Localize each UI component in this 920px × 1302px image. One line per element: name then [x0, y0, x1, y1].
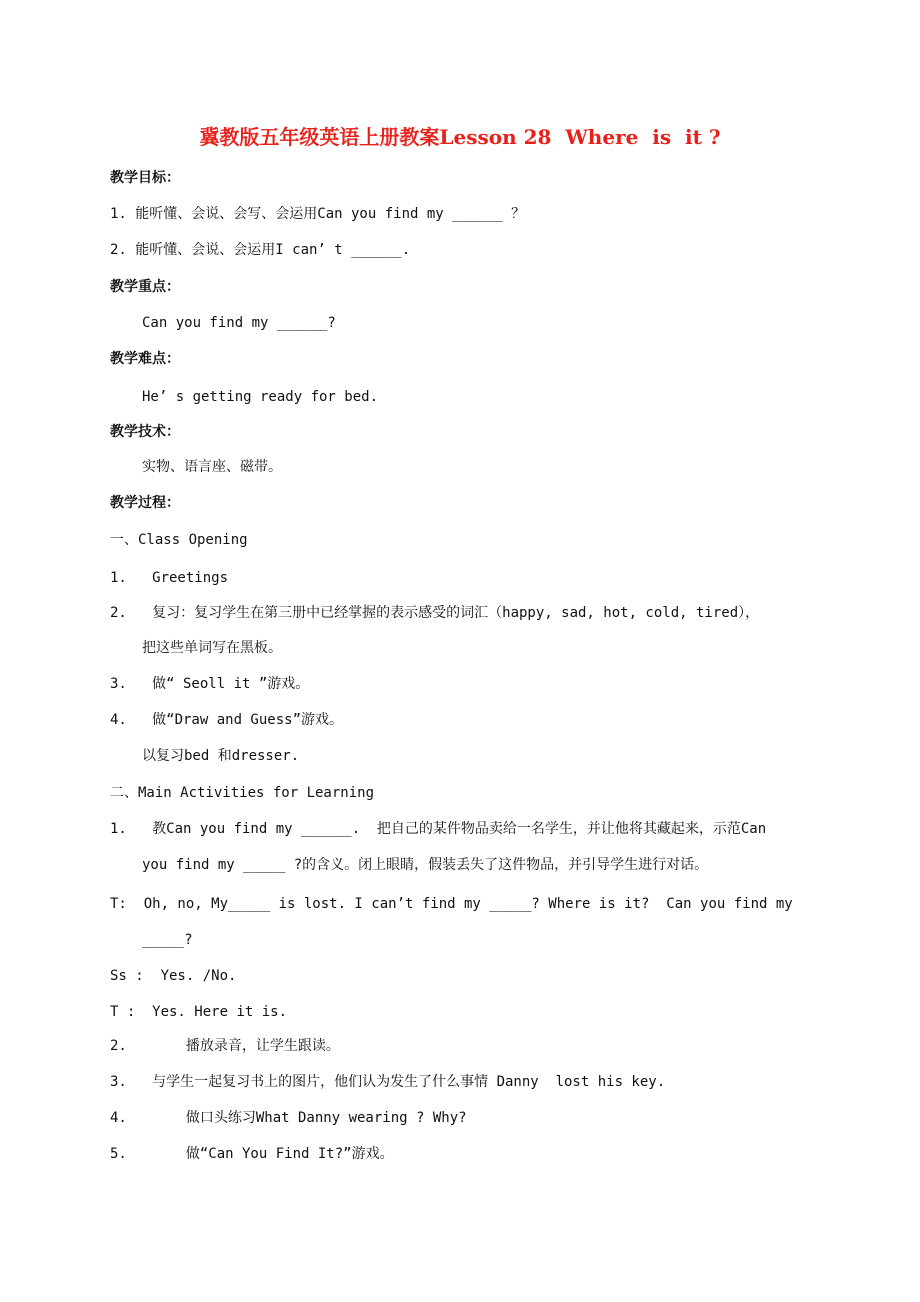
step-2-2: 2. 播放录音，让学生跟读。 [110, 1038, 340, 1054]
step-1-2-cont: 把这些单词写在黑板。 [142, 640, 282, 656]
dialogue-teacher-1: T: Oh, no, My_____ is lost. I can’t find my _____? Where is it? Can you find my [110, 896, 793, 912]
objective-2: 2. 能听懂、会说、会运用I can’ t ______. [110, 242, 411, 258]
step-1-1: 1. Greetings [110, 570, 229, 586]
step-2-3: 3. 与学生一起复习书上的图片，他们认为发生了什么事情 Danny lost his key. [110, 1074, 666, 1090]
step-2-5: 5. 做“Can You Find It?”游戏。 [110, 1146, 394, 1162]
step-1-4-cont: 以复习bed 和dresser. [142, 748, 300, 764]
objectives-heading: 教学目标： [110, 170, 180, 186]
difficulties-heading: 教学难点： [110, 351, 180, 367]
dialogue-students: Ss : Yes. /No. [110, 968, 237, 984]
difficulty-text: He’ s getting ready for bed. [142, 389, 379, 405]
dialogue-teacher-1-cont: _____? [142, 932, 193, 948]
page-title: 冀教版五年级英语上册教案Lesson 28 Where is it ? [199, 125, 721, 149]
dialogue-teacher-2: T : Yes. Here it is. [110, 1004, 288, 1020]
technology-text: 实物、语言座、磁带。 [142, 459, 282, 475]
step-1-2: 2. 复习：复习学生在第三册中已经掌握的表示感受的词汇（happy, sad, hot, cold, tired）， [110, 605, 760, 621]
step-1-4: 4. 做“Draw and Guess”游戏。 [110, 712, 344, 728]
technology-heading: 教学技术： [110, 424, 180, 440]
step-2-1: 1. 教Can you find my ______. 把自己的某件物品卖给一名学生，并让他将其藏起来，示范Can [110, 821, 767, 837]
objective-1: 1. 能听懂、会说、会写、会运用Can you find my ______ ？ [110, 206, 526, 222]
step-2-1-cont: you find my _____ ?的含义。闭上眼睛，假装丢失了这件物品，并引导学生进行对话。 [142, 857, 709, 873]
key-points-heading: 教学重点： [110, 279, 180, 295]
section-one-heading: 一、Class Opening [110, 532, 248, 548]
key-point-text: Can you find my ______? [142, 315, 336, 331]
section-two-heading: 二、Main Activities for Learning [110, 785, 375, 801]
step-2-4: 4. 做口头练习What Danny wearing ? Why? [110, 1110, 467, 1126]
step-1-3: 3. 做“ Seoll it ”游戏。 [110, 676, 310, 692]
process-heading: 教学过程： [110, 495, 180, 511]
